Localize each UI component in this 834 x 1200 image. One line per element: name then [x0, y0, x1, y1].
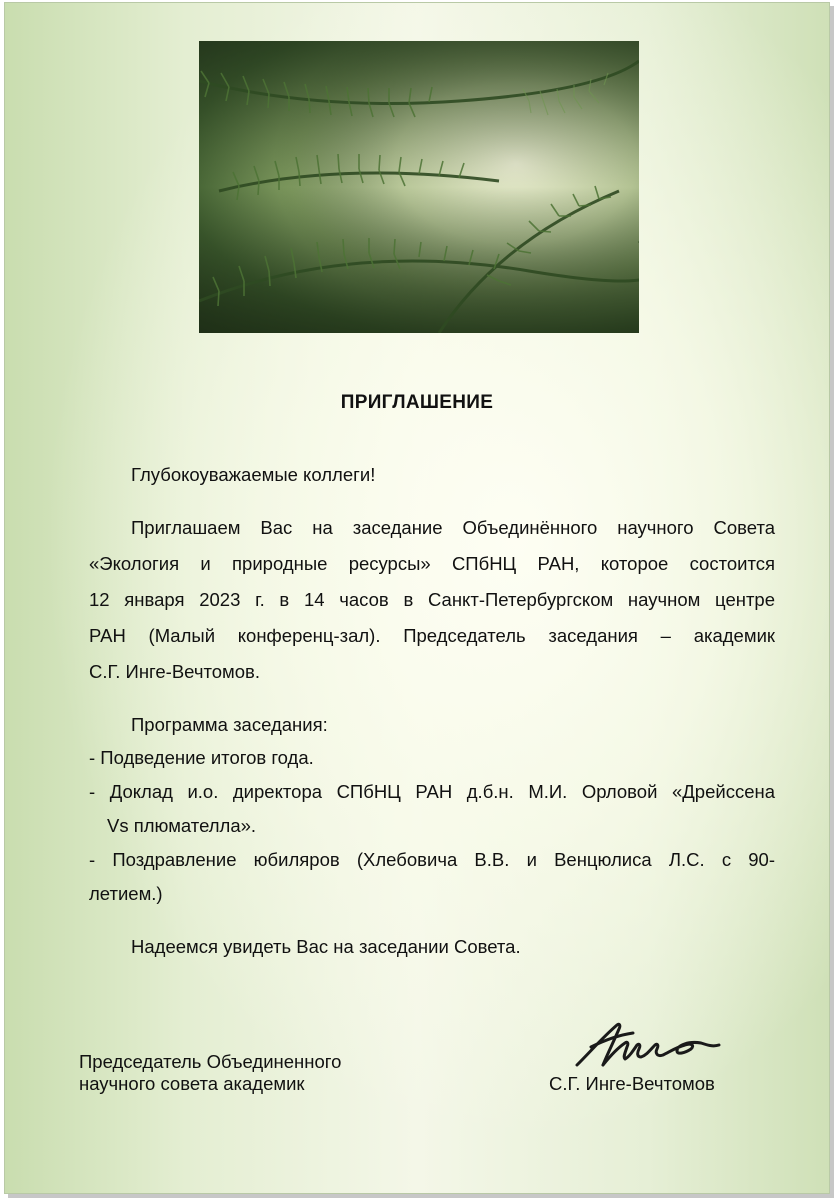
handwritten-signature — [573, 1021, 723, 1071]
greeting: Глубокоуважаемые коллеги! — [131, 464, 376, 485]
program-heading: Программа заседания: — [131, 714, 328, 735]
signatory-title-line2: научного совета академик — [79, 1073, 305, 1094]
signatory-title-line1: Председатель Объединенного — [79, 1051, 342, 1072]
spruce-branches-photo — [199, 41, 639, 333]
program-item: - Подведение итогов года. — [89, 747, 314, 768]
closing-line: Надеемся увидеть Вас на заседании Совета. — [131, 936, 521, 957]
invitation-line: «Экология и природные ресурсы» СПбНЦ РАН, которое состоится — [89, 553, 775, 574]
program-item-continuation: летием.) — [89, 883, 163, 904]
signatory-name: С.Г. Инге-Вечтомов — [549, 1073, 715, 1094]
invitation-line: Приглашаем Вас на заседание Объединённого научного Совета — [131, 517, 775, 538]
program-item: - Доклад и.о. директора СПбНЦ РАН д.б.н. М.И. Орловой «Дрейссена — [89, 781, 775, 802]
document-title: ПРИГЛАШЕНИЕ — [340, 392, 494, 413]
invitation-page — [4, 2, 830, 1194]
program-item: - Поздравление юбиляров (Хлебовича В.В. и Венцюлиса Л.С. с 90- — [89, 849, 775, 870]
invitation-line: РАН (Малый конференц-зал). Председатель заседания – академик — [89, 625, 775, 646]
invitation-line: 12 января 2023 г. в 14 часов в Санкт-Петербургском научном центре — [89, 589, 775, 610]
program-item-continuation: Vs плюмателла». — [107, 815, 257, 836]
invitation-line: С.Г. Инге-Вечтомов. — [89, 661, 261, 682]
